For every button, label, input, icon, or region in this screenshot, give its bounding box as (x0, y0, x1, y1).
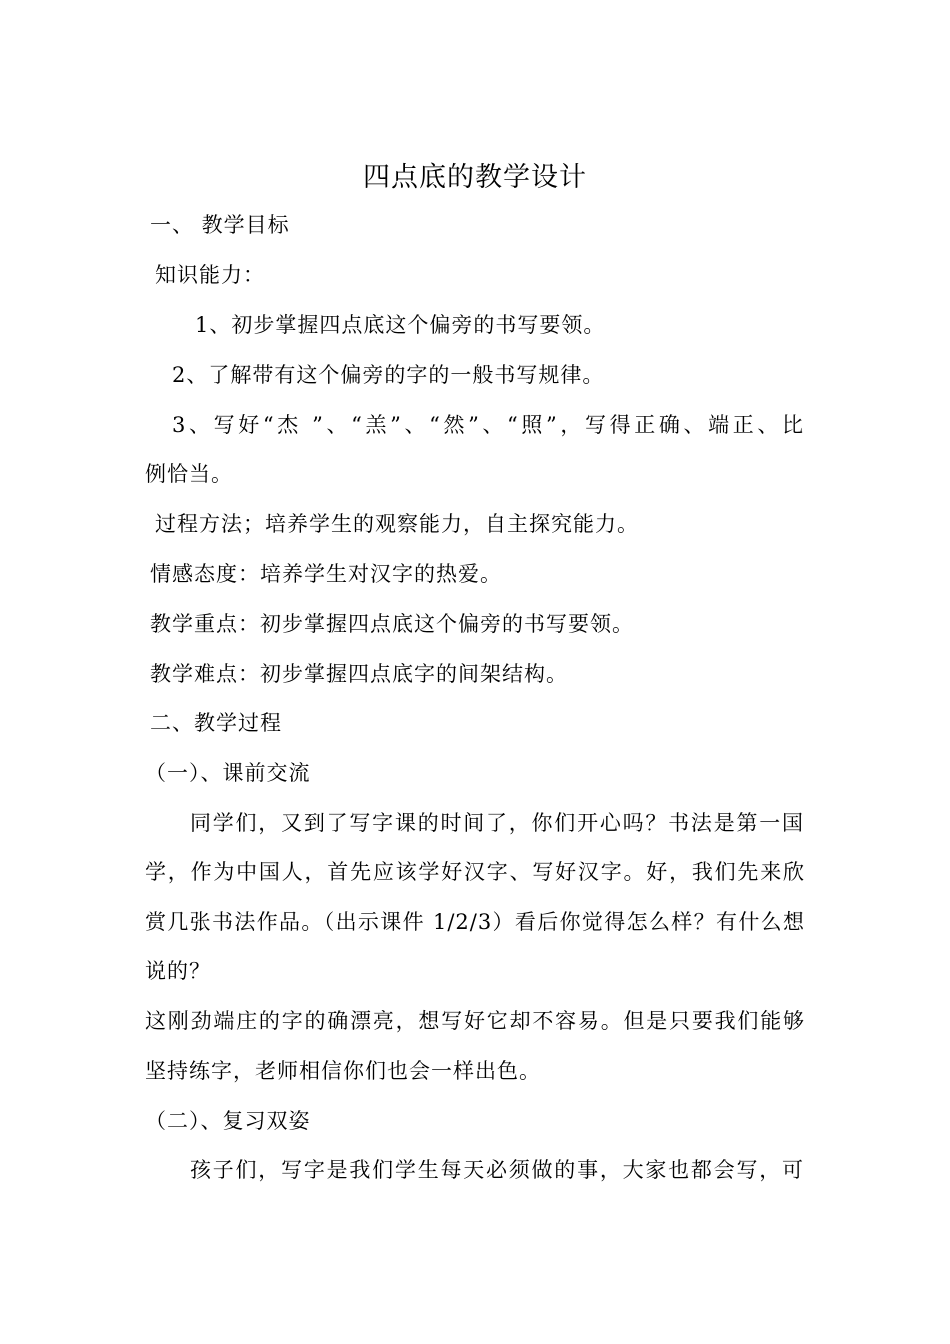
teaching-difficulty: 教学难点：初步掌握四点底字的间架结构。 (150, 662, 568, 686)
paragraph-1-line-3: 赏几张书法作品。（出示课件 1/2/3）看后你觉得怎么样？有什么想 (145, 910, 805, 934)
paragraph-1-line-1: 同学们，又到了写字课的时间了，你们开心吗？书法是第一国 (190, 811, 804, 835)
document-title: 四点底的教学设计 (363, 162, 587, 193)
process-method: 过程方法；培养学生的观察能力，自主探究能力。 (155, 512, 639, 536)
section-heading-objectives: 一、 教学目标 (150, 213, 290, 237)
paragraph-2-line-2: 坚持练字，老师相信你们也会一样出色。 (145, 1059, 541, 1083)
teaching-key-point: 教学重点：初步掌握四点底这个偏旁的书写要领。 (150, 612, 634, 636)
objective-item-3-continued: 例恰当。 (145, 462, 233, 486)
emotion-attitude: 情感态度：培养学生对汉字的热爱。 (150, 562, 502, 586)
paragraph-3-line-1: 孩子们，写字是我们学生每天必须做的事，大家也都会写，可 (190, 1158, 804, 1182)
paragraph-1-line-2: 学，作为中国人，首先应该学好汉字、写好汉字。好，我们先来欣 (145, 860, 805, 884)
subheading-pre-class-exchange: （一）、课前交流 (145, 761, 311, 785)
objective-item-1: 1、初步掌握四点底这个偏旁的书写要领。 (195, 313, 606, 337)
objective-item-3: 3、写好“杰 ”、“羔”、“然”、“照”，写得正确、端正、比 (172, 413, 804, 437)
subheading-knowledge-ability: 知识能力： (155, 263, 265, 287)
paragraph-2-line-1: 这刚劲端庄的字的确漂亮，想写好它却不容易。但是只要我们能够 (145, 1009, 805, 1033)
subheading-review-postures: （二）、复习双姿 (145, 1109, 311, 1133)
objective-item-2: 2、了解带有这个偏旁的字的一般书写规律。 (172, 363, 605, 387)
section-heading-process: 二、教学过程 (150, 711, 282, 735)
paragraph-1-line-4: 说的？ (145, 959, 211, 983)
